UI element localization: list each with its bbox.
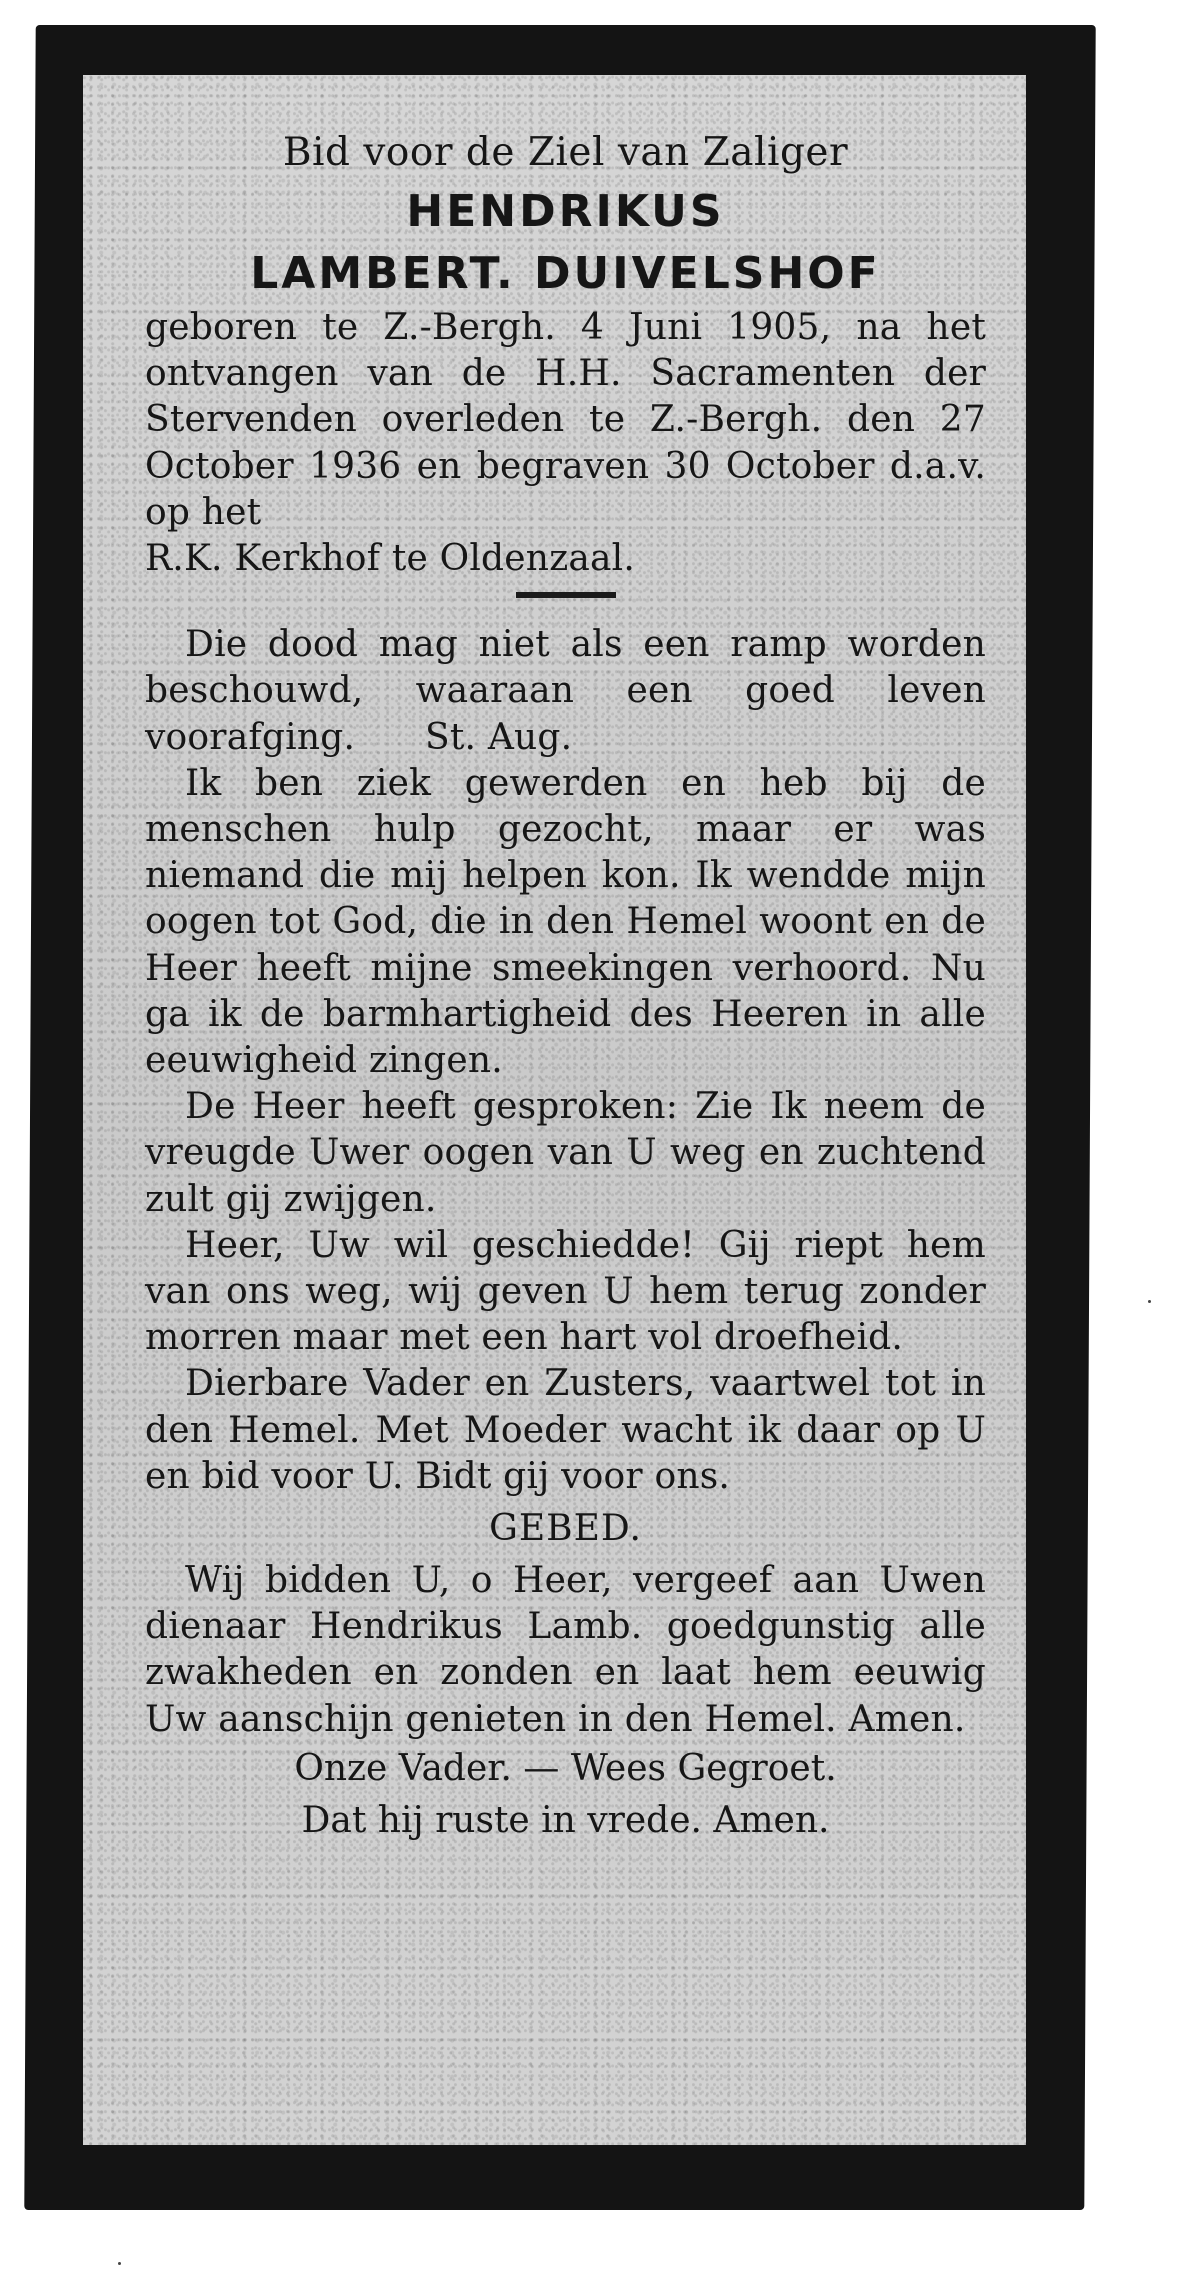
prayer-heading: GEBED. (489, 1508, 642, 1550)
prayer-text: Wij bidden U, o Heer, vergeef aan Uwen dienaar Hendrikus Lamb. goedgunstig alle zwakheden en zonden en laat hem eeuwig Uw aanschijn genieten in den Hemel. Amen. (145, 1560, 986, 1740)
quote-text: Die dood mag niet als een ramp worden beschouwd, waaraan een goed leven voorafging. (145, 624, 986, 758)
prayer-block (145, 1558, 986, 1743)
paragraph-thy-will: Heer, Uw wil geschiedde! Gij riept hem van ons weg, wij geven U hem terug zonder morren maar met een hart vol droefheid. (145, 1224, 986, 1359)
paragraph-illness: Ik ben ziek gewerden en heb bij de menschen hulp gezocht, maar er was niemand die mij helpen kon. Ik wendde mijn oogen tot God, die in den Hemel woont en de Heer heeft mijne smeekingen verhoord. Nu ga ik de barmhartigheid des Heeren in alle eeuwigheid zingen. (145, 762, 986, 1082)
text-block (145, 622, 986, 1500)
closing-rest-in-peace: Dat hij ruste in vrede. Amen. (301, 1799, 830, 1841)
quote-source: St. Aug. (425, 716, 573, 758)
scan-speck (1148, 1300, 1151, 1303)
closing-prayers: Onze Vader. — Wees Gegroet. (294, 1747, 837, 1789)
biography-text: geboren te Z.-Bergh. 4 Juni 1905, na het ontvangen van de H.H. Sacramenten der Stervenden overleden te Z.-Bergh. den 27 October 1936 en begraven 30 October d.a.v. op het (145, 307, 986, 533)
deceased-last-name: LAMBERT. DUIVELSHOF (250, 248, 881, 299)
intro-line: Bid voor de Ziel van Zaliger (282, 130, 849, 175)
scan-speck (118, 2262, 121, 2265)
memorial-card-panel (83, 75, 1026, 2145)
deceased-first-name: HENDRIKUS (406, 186, 725, 237)
burial-place: R.K. Kerkhof te Oldenzaal. (145, 538, 636, 580)
paragraph-lord-spoke: De Heer heeft gesproken: Zie Ik neem de vreugde Uwer oogen van U weg en zuchtend zult gij zwijgen. (145, 1086, 986, 1220)
biography-block (145, 305, 986, 582)
paragraph-farewell: Dierbare Vader en Zusters, vaartwel tot in den Hemel. Met Moeder wacht ik daar op U en bid voor U. Bidt gij voor ons. (145, 1363, 986, 1497)
divider-line (516, 592, 616, 598)
quote-paragraph (145, 622, 986, 761)
